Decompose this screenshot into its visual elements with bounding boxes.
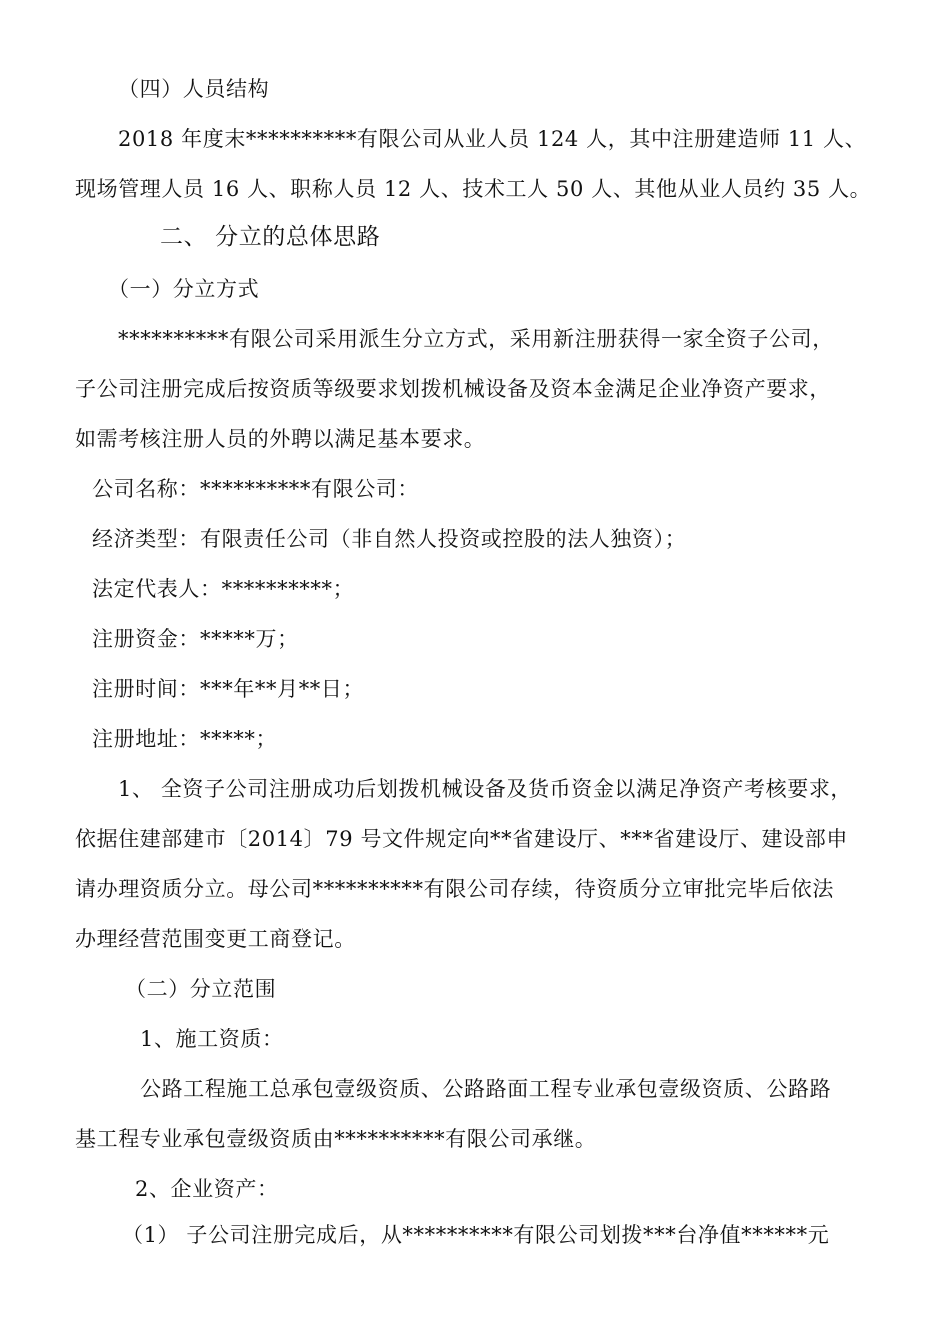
company-name-line: 公司名称：**********有限公司： <box>92 477 419 501</box>
subheading-enterprise-assets: 2、企业资产： <box>135 1177 279 1201</box>
section-heading-split-scope: （二）分立范围 <box>125 977 277 1001</box>
paragraph-line: 2018 年度末**********有限公司从业人员 124 人，其中注册建造师 11 人、 <box>118 127 867 151</box>
section-heading-split-method: （一）分立方式 <box>108 277 260 301</box>
paragraph-line: 子公司注册完成后按资质等级要求划拨机械设备及资本金满足企业净资产要求， <box>75 377 831 401</box>
paragraph-line: 如需考核注册人员的外聘以满足基本要求。 <box>75 427 486 451</box>
paragraph-line: 现场管理人员 16 人、职称人员 12 人、技术工人 50 人、其他从业人员约 35 人。 <box>75 177 872 201</box>
registered-address-line: 注册地址：*****； <box>92 727 278 751</box>
paragraph-line: 基工程专业承包壹级资质由**********有限公司承继。 <box>75 1127 597 1151</box>
section-heading-personnel-structure: （四）人员结构 <box>118 77 270 101</box>
paragraph-line: （1） 子公司注册完成后，从**********有限公司划拨***台净值******元 <box>122 1223 830 1247</box>
legal-representative-line: 法定代表人：**********； <box>92 577 355 601</box>
registration-date-line: 注册时间：***年**月**日； <box>92 677 365 701</box>
paragraph-line: 1、 全资子公司注册成功后划拨机械设备及货币资金以满足净资产考核要求， <box>118 777 853 801</box>
paragraph-line: 公路工程施工总承包壹级资质、公路路面工程专业承包壹级资质、公路路 <box>140 1077 832 1101</box>
paragraph-line: 请办理资质分立。母公司**********有限公司存续，待资质分立审批完毕后依法 <box>75 877 834 901</box>
chapter-heading-split-approach: 二、 分立的总体思路 <box>160 224 381 250</box>
paragraph-line: 办理经营范围变更工商登记。 <box>75 927 356 951</box>
subheading-construction-qualification: 1、施工资质： <box>140 1027 284 1051</box>
paragraph-line: 依据住建部建市〔2014〕79 号文件规定向**省建设厅、***省建设厅、建设部申 <box>75 827 848 851</box>
registered-capital-line: 注册资金：*****万； <box>92 627 299 651</box>
paragraph-line: **********有限公司采用派生分立方式，采用新注册获得一家全资子公司， <box>118 327 834 351</box>
economic-type-line: 经济类型：有限责任公司（非自然人投资或控股的法人独资）； <box>92 527 687 551</box>
